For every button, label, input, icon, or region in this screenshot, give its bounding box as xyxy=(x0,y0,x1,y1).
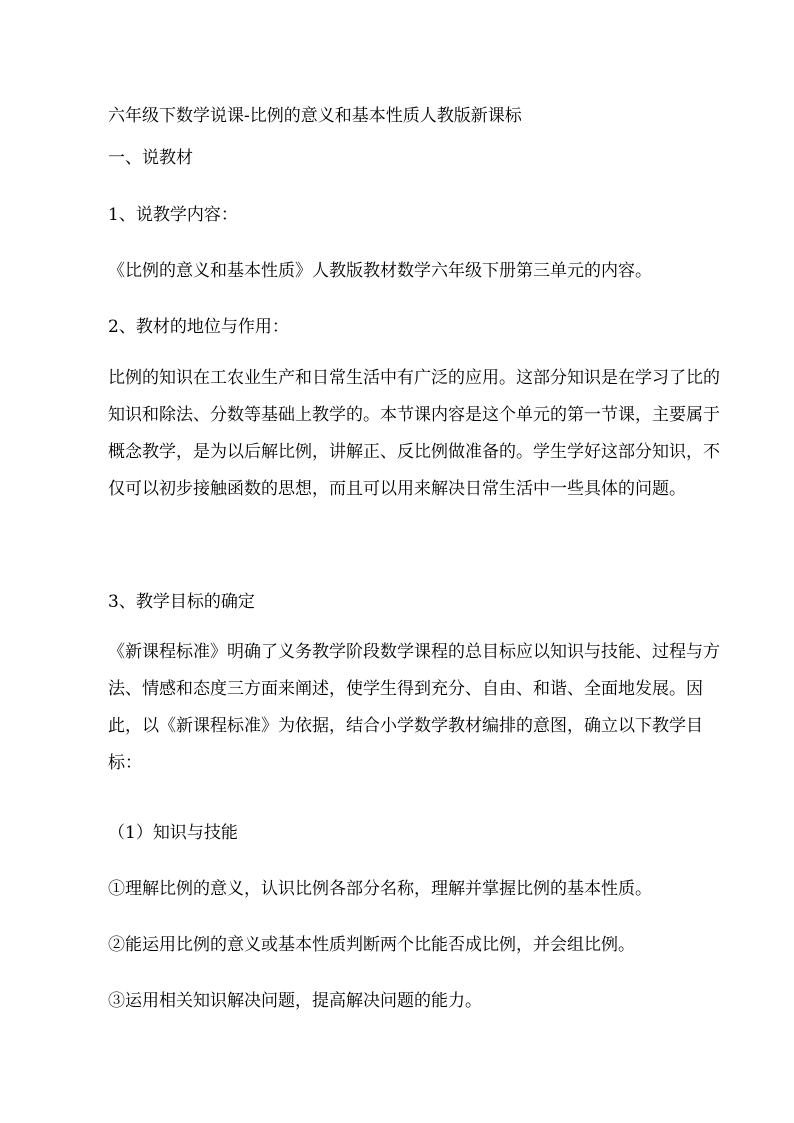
item-2-body: 比例的知识在工农业生产和日常生活中有广泛的应用。这部分知识是在学习了比的知识和除法、分数等基础上教学的。本节课内容是这个单元的第一节课，主要属于概念教学，是为以后解比例，讲解正、反比例做准备的。学生学好这部分知识，不仅可以初步接触函数的思想，而且可以用来解决日常生活中一些具体的问题。 xyxy=(108,368,720,499)
goal-1-heading: （1）知识与技能 xyxy=(108,823,238,843)
goal-1-item: ①理解比例的意义，认识比例各部分名称，理解并掌握比例的基本性质。 xyxy=(108,879,652,899)
item-1-heading: 1、说教学内容： xyxy=(108,205,238,225)
document-title: 六年级下数学说课-比例的意义和基本性质人教版新课标 xyxy=(108,106,522,126)
item-1-body: 《比例的意义和基本性质》人教版教材数学六年级下册第三单元的内容。 xyxy=(108,261,652,281)
goal-1-item: ②能运用比例的意义或基本性质判断两个比能否成比例，并会组比例。 xyxy=(108,935,635,955)
item-3-body: 《新课程标准》明确了义务教学阶段数学课程的总目标应以知识与技能、过程与方法、情感和态度三方面来阐述，使学生得到充分、自由、和谐、全面地发展。因此，以《新课程标准》为依据，结合小学数学教材编排的意图，确立以下教学目标： xyxy=(108,642,720,773)
item-2-heading: 2、教材的地位与作用： xyxy=(108,317,289,337)
goal-1-item: ③运用相关知识解决问题，提高解决问题的能力。 xyxy=(108,991,482,1011)
section-heading-textbook: 一、说教材 xyxy=(108,148,193,168)
item-3-heading: 3、教学目标的确定 xyxy=(108,592,255,612)
